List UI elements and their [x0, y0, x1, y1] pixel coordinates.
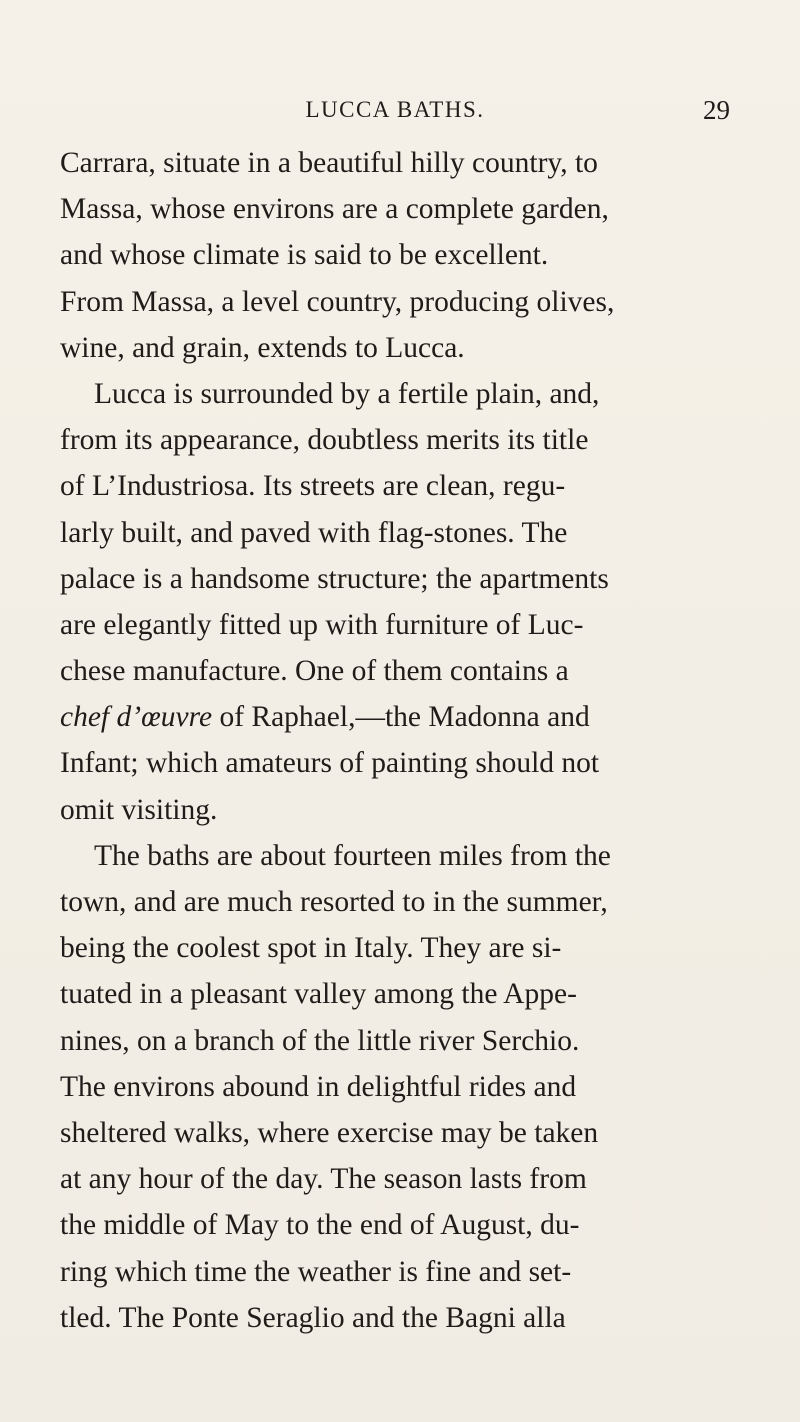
- text-line: and whose climate is said to be excellent.: [60, 239, 549, 272]
- page-header: [60, 90, 730, 130]
- text-line: tled. The Ponte Seraglio and the Bagni alla: [60, 1301, 566, 1334]
- page-number: 29: [703, 95, 730, 125]
- text-line: of L’Industriosa. Its streets are clean, regu-: [60, 470, 566, 503]
- text-line: chese manufacture. One of them contains a: [60, 655, 569, 688]
- text-line: Carrara, situate in a beautiful hilly country, to: [60, 147, 598, 179]
- italic-phrase: chef d’œuvre: [60, 701, 213, 734]
- text-line: being the coolest spot in Italy. They are si-: [60, 932, 562, 965]
- text-line: sheltered walks, where exercise may be taken: [60, 1116, 599, 1149]
- text-line: palace is a handsome structure; the apartments: [60, 562, 609, 595]
- text-line: tuated in a pleasant valley among the Appe-: [60, 978, 577, 1011]
- text-line: from its appearance, doubtless merits its title: [60, 424, 589, 457]
- running-head: LUCCA BATHS.: [305, 97, 485, 122]
- text-line: omit visiting.: [60, 793, 218, 826]
- text-line: ring which time the weather is fine and set-: [60, 1255, 572, 1288]
- paragraph-start-line: The baths are about fourteen miles from the: [94, 839, 611, 872]
- line-rest: of Raphael,—the Madonna and: [212, 701, 590, 734]
- text-line: the middle of May to the end of August, du-: [60, 1209, 580, 1242]
- paragraph-start-line: Lucca is surrounded by a fertile plain, and,: [94, 377, 600, 410]
- text-line: wine, and grain, extends to Lucca.: [60, 331, 465, 364]
- text-line: Infant; which amateurs of painting should not: [60, 747, 600, 780]
- text-line: From Massa, a level country, producing olives,: [60, 285, 615, 318]
- text-line: Massa, whose environs are a complete garden,: [60, 193, 609, 226]
- body-text: [60, 140, 760, 1341]
- text-line: The environs abound in delightful rides and: [60, 1070, 577, 1103]
- text-line: town, and are much resorted to in the summer,: [60, 886, 608, 918]
- text-line: nines, on a branch of the little river Serchio.: [60, 1024, 580, 1057]
- text-line: larly built, and paved with flag-stones. The: [60, 516, 568, 549]
- text-line-with-italic: [60, 694, 760, 740]
- text-line: are elegantly fitted up with furniture of Luc-: [60, 608, 584, 641]
- text-line: at any hour of the day. The season lasts from: [60, 1163, 587, 1196]
